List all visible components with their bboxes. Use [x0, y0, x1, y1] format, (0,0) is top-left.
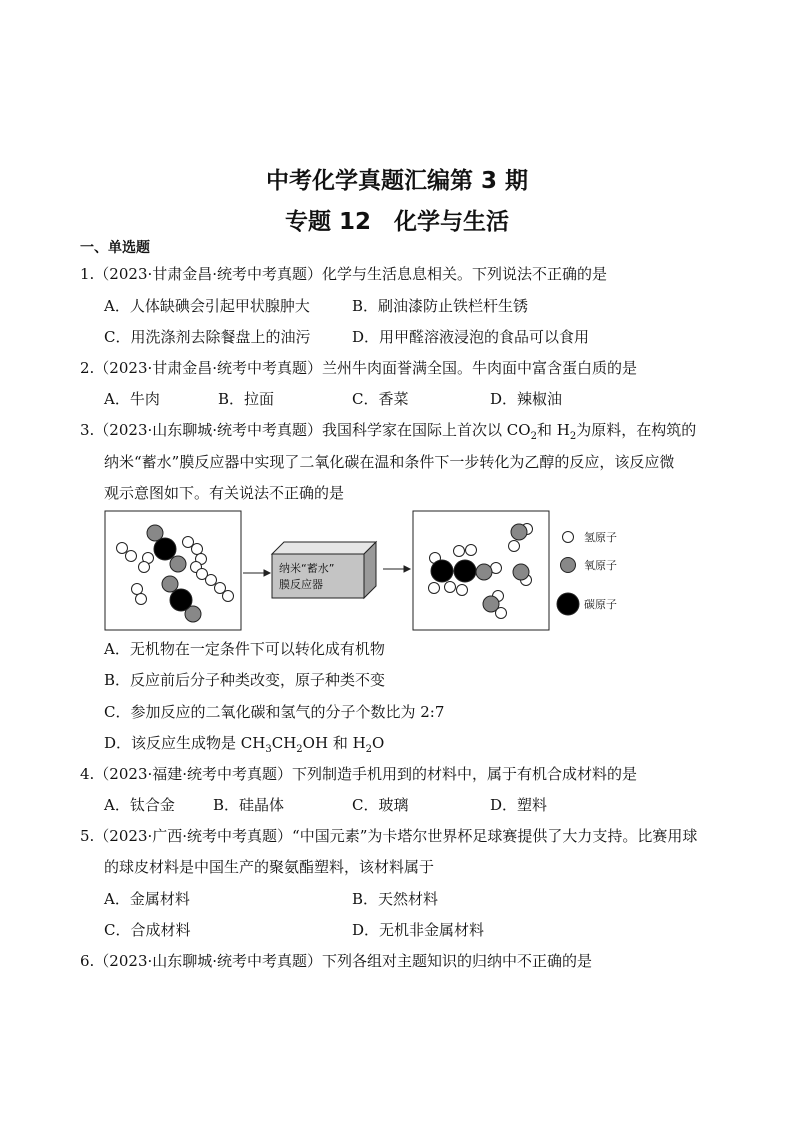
question-2-stem: 2.（2023·甘肃金昌·统考中考真题）兰州牛肉面誉满全国。牛肉面中富含蛋白质的是: [80, 359, 638, 377]
reactor-top: [272, 542, 376, 554]
question-1-stem: 1.（2023·甘肃金昌·统考中考真题）化学与生活息息相关。下列说法不正确的是: [80, 265, 608, 283]
question-5-stem-line-1: 5.（2023·广西·统考中考真题）“中国元素”为卡塔尔世界杯足球赛提供了大力支持。比赛用球: [80, 827, 698, 845]
legend-hydrogen-icon: [563, 532, 574, 543]
document-subtitle: 专题 12 化学与生活: [284, 209, 509, 235]
legend-hydrogen-label: 氢原子: [584, 531, 617, 544]
question-3-stem-line-1: 3.（2023·山东聊城·统考中考真题）我国科学家在国际上首次以 $CO_2$和 $H_2$为原料，在构筑的: [80, 421, 697, 442]
question-1-option-b: B．刷油漆防止铁栏杆生锈: [352, 297, 529, 315]
legend-carbon-label: 碳原子: [584, 598, 617, 611]
section-heading: 一、单选题: [80, 240, 150, 256]
question-5-stem-line-2: 的球皮材料是中国生产的聚氨酯塑料，该材料属于: [104, 858, 435, 876]
question-3-option-c: C．参加反应的二氧化碳和氢气的分子个数比为 2:7: [104, 703, 445, 721]
question-3-stem-line-3: 观示意图如下。有关说法不正确的是: [104, 484, 345, 502]
reactor-front: [272, 554, 364, 598]
question-4-stem: 4.（2023·福建·统考中考真题）下列制造手机用到的材料中，属于有机合成材料的是: [80, 765, 638, 783]
question-3-option-a: A．无机物在一定条件下可以转化成有机物: [104, 640, 385, 658]
question-4-option-b: B．硅晶体: [213, 796, 285, 814]
question-5-option-a: A．金属材料: [104, 890, 190, 908]
question-2-option-d: D．辣椒油: [490, 390, 563, 408]
question-2-option-c: C．香菜: [352, 390, 409, 408]
question-6-stem: 6.（2023·山东聊城·统考中考真题）下列各组对主题知识的归纳中不正确的是: [80, 952, 593, 970]
question-3-option-b: B．反应前后分子种类改变，原子种类不变: [104, 671, 386, 689]
question-2-option-b: B．拉面: [218, 390, 275, 408]
question-1-option-c: C．用洗涤剂去除餐盘上的油污: [104, 328, 311, 346]
question-5-option-b: B．天然材料: [352, 890, 439, 908]
question-4-option-a: A．钛合金: [104, 796, 175, 814]
question-5-option-d: D．无机非金属材料: [352, 921, 485, 939]
document-title: 中考化学真题汇编第 3 期: [265, 168, 529, 194]
reaction-diagram: [104, 510, 664, 634]
question-3-option-d: D．该反应生成物是 $CH_3CH_2OH$ 和 $H_2O$: [104, 734, 385, 755]
question-5-option-c: C．合成材料: [104, 921, 191, 939]
question-1-option-a: A．人体缺碘会引起甲状腺肿大: [104, 297, 310, 315]
legend-oxygen-icon: [561, 558, 576, 573]
question-3-stem-line-2: 纳米“蓄水”膜反应器中实现了二氧化碳在温和条件下一步转化为乙醇的反应，该反应微: [104, 453, 675, 471]
reactor-label-line-2: 膜反应器: [279, 578, 323, 591]
question-4-option-d: D．塑料: [490, 796, 548, 814]
question-4-option-c: C．玻璃: [352, 796, 409, 814]
question-1-option-d: D．用甲醛溶液浸泡的食品可以食用: [352, 328, 590, 346]
question-2-option-a: A．牛肉: [104, 390, 160, 408]
legend-oxygen-label: 氧原子: [584, 559, 617, 572]
legend-carbon-icon: [557, 593, 579, 615]
reactor-label-line-1: 纳米“蓄水”: [279, 562, 335, 575]
